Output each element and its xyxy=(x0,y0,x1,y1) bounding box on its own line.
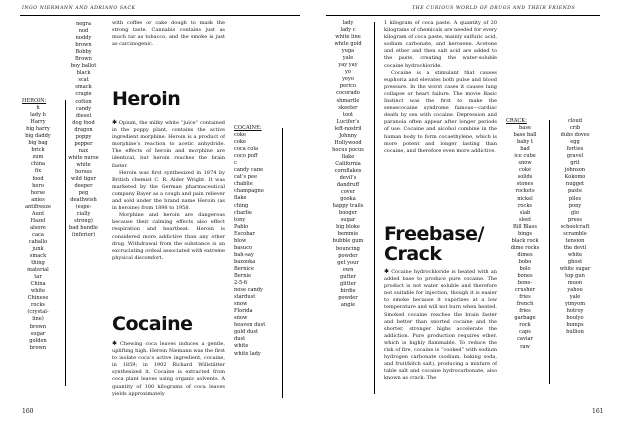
crack-slang-term: bings xyxy=(517,230,533,237)
heroin-slang-term: anies xyxy=(31,196,45,203)
heroin-slang-term: line) xyxy=(32,316,44,323)
heroin-slang-term: Harry xyxy=(30,119,46,126)
cocaine-slang-term: 2-5-6 xyxy=(234,280,248,287)
heroin-slang-column-2 xyxy=(67,21,100,239)
heroin-text: ✱ Opium, the milky white “juice” contained in the poppy plant, contains the active ingredient morphine. Heroin is a product of morphine’s reaction to acetic anhydride. The effects of heroin and morphine are identical, but heroin reaches the brain faster. Heroin was first synthesized in 1874 by British chemist C. R. Alder Wright. It was marketed by the German pharmaceutical company Bayer as a cough and pain reliever and sold under the brand name Heroin (as in heroine) from 1898 to 1958. Morphine and heroin are dangerous because their calming effects also effect respiration and heartbeat. Heroin is considered more addictive than any other drug. Withdrawal from the substance is an excruciating ordeal associated with extreme physical discomfort. xyxy=(112,119,225,261)
cocaine-slang-term: Lucifer’s xyxy=(336,118,360,125)
cocaine-slang-term: blow xyxy=(234,237,247,244)
heroin-slang-term: horses xyxy=(74,168,93,175)
heroin-slang-term: rocks xyxy=(30,302,46,309)
cocaine-slang-term: white lady xyxy=(234,350,261,357)
crack-slang-term: bullion xyxy=(566,329,584,336)
crack-slang-term: white xyxy=(567,251,583,258)
heroin-slang-term: big bag xyxy=(28,140,48,147)
cocaine-slang-term: sugar xyxy=(340,217,356,224)
heroin-slang-term: antifreeze xyxy=(24,203,52,210)
cocaine-slang-term: devil’s xyxy=(339,175,357,182)
cocaine-slang-term: nose candy xyxy=(234,287,263,294)
crack-slang-column-2 xyxy=(552,118,598,336)
heroin-slang-term: (crystal- xyxy=(27,309,49,316)
heroin-slang-term: alsore xyxy=(30,224,46,231)
cocaine-slang-term: gutter xyxy=(339,273,357,280)
crack-slang-term: bone- xyxy=(517,280,533,287)
crack-slang-term: bolo xyxy=(519,265,531,272)
heroin-slang-term: white xyxy=(30,288,46,295)
cocaine-slang-term: gold dust xyxy=(234,329,259,336)
heroin-slang-term: fix xyxy=(34,168,42,175)
heroin-slang-term: nod xyxy=(78,28,89,35)
cocaine-slang-term: basuco xyxy=(234,244,253,251)
heroin-slang-term: material xyxy=(27,267,49,274)
crack-slang-term: gravel xyxy=(566,153,584,160)
cocaine-slang-term: bah-say xyxy=(234,251,254,258)
cocaine-slang-term: snow xyxy=(234,301,248,308)
crack-slang-term: crusher xyxy=(515,287,535,294)
heroin-slang-term: candy xyxy=(75,105,92,112)
heroin-slang-term: china xyxy=(30,161,46,168)
freebase-crack-title: Freebase/ Crack xyxy=(384,223,484,265)
crack-slang-term: rocks xyxy=(517,202,533,209)
crack-slang-term: garbage xyxy=(514,315,536,322)
crack-slang-term: the devil xyxy=(563,244,587,251)
heroin-slang-term: dragon xyxy=(74,126,93,133)
cocaine-slang-divider xyxy=(282,128,283,398)
crack-slang-term: tension xyxy=(565,237,585,244)
cocaine-slang-term: toot xyxy=(342,111,354,118)
cocaine-slang-term: hocus pocus xyxy=(332,146,364,153)
heroin-slang-term: white nurse xyxy=(68,154,99,161)
heroin-slang-term: deathwish xyxy=(70,197,97,204)
heroin-slang-term: horse xyxy=(30,189,46,196)
heroin-slang-term: brown xyxy=(75,42,92,49)
crack-slang-term: scramble xyxy=(563,230,587,237)
cocaine-slang-term: birdie xyxy=(340,287,356,294)
cocaine-slang-term: yo xyxy=(345,69,351,76)
heroin-slang-term: tar xyxy=(34,274,42,281)
heroin-slang-term: Chinese xyxy=(27,295,49,302)
crack-slang-term: schoolcraft xyxy=(560,223,590,230)
cocaine-slang-term: left-nostril xyxy=(334,125,362,132)
heroin-slang-term: boy ballot xyxy=(70,63,97,70)
cocaine-slang-term: chablie xyxy=(234,181,253,188)
crack-slang-term: glo xyxy=(571,209,579,216)
heroin-slang-term: scat xyxy=(78,77,89,84)
cocaine-slang-term: skeeter xyxy=(338,104,358,111)
cocaine-slang-term: flake xyxy=(234,195,247,202)
heroin-slang-term: negra xyxy=(75,21,92,27)
cocaine-slang-term: lady xyxy=(342,20,354,26)
heroin-slang-term: brown xyxy=(29,323,47,330)
crack-slang-term: yale xyxy=(569,294,581,301)
heroin-slang-term: brick xyxy=(31,147,45,154)
crack-slang-term: slab xyxy=(519,209,531,216)
crack-slang-term: bobo xyxy=(518,258,532,265)
crack-slang-term: johnson xyxy=(564,167,586,174)
heroin-slang-term: bad bundle xyxy=(69,225,98,232)
cocaine-slang-term: bazooka xyxy=(234,258,256,265)
cocaine-slang-term: yuga xyxy=(341,48,355,55)
cocaine-slang-term: shmartle xyxy=(336,97,360,104)
heroin-slang-term: nax xyxy=(78,147,89,154)
heroin-slang-term: lady h xyxy=(30,112,46,119)
cocaine-slang-term: angie xyxy=(340,301,356,308)
crack-slang-term: sleet xyxy=(518,216,532,223)
crack-slang-term: bones xyxy=(517,273,533,280)
crack-slang-term: dime rocks xyxy=(510,244,540,251)
crack-slang-term: forties xyxy=(566,146,584,153)
cocaine-slang-term: powder xyxy=(338,294,358,301)
crack-slang-term: top gun xyxy=(565,273,585,280)
heroin-slang-term: deeper xyxy=(74,183,93,190)
crack-slang-term: egg xyxy=(570,139,580,146)
right-running-header: THE CURIOUS WORLD OF DRUGS AND THEIR FRIENDS xyxy=(412,6,576,11)
cocaine-slang-term: cocorado xyxy=(336,90,360,97)
heroin-slang-term: China xyxy=(30,281,46,288)
cocaine-slang-term: glitter xyxy=(339,280,357,287)
cocaine-continued-text: 1 kilogram of coca paste. A quantity of 20 kilograms of chemicals are needed for every kilogram of coca paste, mainly sulfuric acid, sodium carbonate, and kerosene. Acetone and ether and then salt acid are added to the paste, creating the water-soluble cocaine hydrochloride. Cocaine is a stimulant that causes euphoria and elevates both pulse and blood pressure. In the worst cases it causes lung collapse or heart failure. The movie Basic Instinct was the first to make the sensecocaine syndrome famous—cardiac death by sex with cocaine. Depression and paranoia often appear after longer periods of use. Cocaine and alcohol combine in the human body to form cocaethylene, which is more potent and longer lasting than cocaine, and therefore even more addictive. xyxy=(384,20,497,154)
crack-slang-term: nugget xyxy=(565,181,585,188)
crack-slang-term: baby t xyxy=(516,139,534,146)
cocaine-slang-term: get your xyxy=(337,259,359,266)
heroin-slang-term: brown xyxy=(29,344,47,351)
cocaine-slang-term: dust xyxy=(234,336,246,343)
heroin-slang-term: zum xyxy=(32,154,44,161)
heroin-slang-term: Hazel xyxy=(30,217,46,224)
cocaine-slang-term: yay yay xyxy=(338,62,358,69)
heroin-slang-term: peg xyxy=(78,190,89,197)
crack-slang-term: hotroy xyxy=(566,308,584,315)
crack-slang-term: piles xyxy=(568,195,582,202)
crack-slang-term: bumps xyxy=(566,322,584,329)
heroin-title: Heroin xyxy=(112,88,181,110)
crack-slang-term: fries xyxy=(519,308,531,315)
heroin-slang-term: smack xyxy=(29,253,47,260)
crack-slang-term: french xyxy=(516,301,534,308)
crack-slang-term: paste xyxy=(568,188,582,195)
cocaine-slang-term: powder xyxy=(338,252,358,259)
heroin-slang-term: caca xyxy=(32,231,44,238)
crack-slang-term: dubs doves xyxy=(560,132,590,139)
heroin-slang-term: sugar xyxy=(30,330,46,337)
heroin-slang-term: Brown xyxy=(75,56,92,63)
crack-slang-term: yimyom xyxy=(564,301,586,308)
left-page-number: 160 xyxy=(22,408,34,415)
heroin-slang-term: noddy xyxy=(75,35,92,42)
cocaine-slang-continued-divider xyxy=(374,22,375,394)
cocaine-slang-term: Hollywood xyxy=(334,139,362,146)
cocaine-slang-term: happy trails xyxy=(332,203,364,210)
cocaine-slang-term: white line xyxy=(335,34,361,41)
cocaine-slang-term: stardust xyxy=(234,294,256,301)
star-icon: ✱ xyxy=(112,340,118,347)
star-icon: ✱ xyxy=(384,268,390,275)
cocaine-slang-term: Florida xyxy=(234,308,253,315)
heroin-slang-term: junk xyxy=(32,245,44,252)
cocaine-text: ✱ Chewing coca leaves induces a gentle, uplifting high. Herein Niemann was the first to isolate coca’s active ingredient, cocaine, in 1859; in 1902 Richard Willstätter synthesized it. Cocaine is extracted from coca plant leaves using organic solvents. A quantity of 100 kilograms of coca leaves yields approximately xyxy=(112,340,225,397)
heroin-slang-column-1 xyxy=(22,98,54,352)
cocaine-slang-term: flake xyxy=(341,153,355,160)
crack-slang-divider xyxy=(549,120,550,384)
cocaine-slang-heading: COCAINE: xyxy=(234,125,262,131)
crack-slang-term: fries xyxy=(519,294,531,301)
cocaine-slang-term: tony xyxy=(234,216,246,223)
heroin-slang-term: cially xyxy=(76,211,91,218)
crack-slang-term: ice cube xyxy=(514,153,536,160)
cocaine-slang-term: perico xyxy=(339,83,357,90)
cocaine-slang-term: yeyo xyxy=(342,76,354,83)
crack-slang-term: black rock xyxy=(511,237,539,244)
cocaine-slang-term: yale xyxy=(342,55,354,62)
heroin-slang-term: dog food xyxy=(72,119,95,126)
crack-slang-term: ghost xyxy=(567,258,583,265)
crack-slang-term: bad xyxy=(520,146,530,153)
cocaine-slang-term: champagne xyxy=(234,188,264,195)
heroin-slang-term: Bobby xyxy=(75,49,92,56)
heroin-slang-term: thing xyxy=(31,260,45,267)
heroin-slang-term: pepper xyxy=(74,140,93,147)
heroin-slang-term: smack xyxy=(75,84,92,91)
cocaine-slang-column xyxy=(234,125,278,358)
crack-slang-heading: CRACK: xyxy=(506,118,527,124)
left-header-rule xyxy=(20,15,300,16)
cocaine-slang-term: heaven dust xyxy=(234,322,266,329)
heroin-slang-term: diesel xyxy=(75,112,92,119)
cocaine-slang-term: coco puff xyxy=(234,153,258,160)
cocaine-slang-term: charlie xyxy=(234,209,252,216)
crack-slang-term: Bill Blass xyxy=(513,223,537,230)
crack-slang-column-1 xyxy=(506,118,544,351)
crack-slang-term: boulyo xyxy=(566,315,584,322)
heroin-slang-term: strong) xyxy=(74,218,93,225)
cocaine-slang-term: candy cane xyxy=(234,167,264,174)
crack-slang-term: white sugar xyxy=(559,265,591,272)
heroin-slang-term: big harry xyxy=(26,126,50,133)
cocaine-slang-term: coca cola xyxy=(234,146,259,153)
heroin-slang-term: black xyxy=(76,70,91,77)
cocaine-slang-term: gooka xyxy=(340,196,356,203)
heroin-slang-term: Aunt xyxy=(31,210,45,217)
crack-slang-term: crib xyxy=(569,125,581,132)
cocaine-slang-term: c xyxy=(234,160,237,167)
heroin-slang-term: food xyxy=(32,175,44,182)
cocaine-slang-term: California xyxy=(335,160,361,167)
cocaine-slang-term: Bernice xyxy=(234,265,254,272)
cocaine-slang-term: bouncing xyxy=(336,245,360,252)
cocaine-slang-term: own xyxy=(342,266,354,273)
crack-slang-term: caviar xyxy=(517,336,533,343)
crack-slang-term: nickel xyxy=(517,195,533,202)
crack-slang-term: snow xyxy=(518,160,532,167)
crack-slang-term: rock xyxy=(519,322,531,329)
heroin-slang-term: (espe- xyxy=(75,204,92,211)
cocaine-slang-term: cover xyxy=(340,189,356,196)
cocaine-slang-term: dandruff xyxy=(336,182,360,189)
heroin-slang-term: cragie xyxy=(75,91,92,98)
freebase-text: ✱ Cocaine hydrochloride is heated with an added base to produce pure cocaine. The product is not water soluble and therefore not suitable for injection, though it is easier to smoke because it vaporizes at a low temperature and will not burn when heated. Smoked cocaine reaches the brain faster and better than snorted cocaine and the shorter, stronger highs accelerate the addiction. Pure production requires ether, which is highly flammable. To reduce the risk of fire, cocaine is “cooked” with sodium hydrogen carbonate (sodium, baking soda, and fruit/kitch salt), producing a mixture of table salt and cocaine hydrocarbonate, also known as crack. The xyxy=(384,268,498,382)
heroin-slang-term: caballo xyxy=(28,238,48,245)
cocaine-slang-term: bemmie xyxy=(337,231,359,238)
left-running-header: INGO NIERMANN AND ADRIANO SACK xyxy=(22,6,136,11)
cocaine-slang-term: Escobar xyxy=(234,230,255,237)
cocaine-slang-term: white gold xyxy=(334,41,362,48)
crack-slang-term: moon xyxy=(567,280,583,287)
crack-slang-term: cloud xyxy=(567,118,583,124)
cocaine-slang-term: lady c xyxy=(340,27,356,34)
crack-slang-term: coke xyxy=(518,167,532,174)
cocaine-slang-term: ching xyxy=(234,202,249,209)
crack-slang-term: grit xyxy=(570,160,580,167)
crack-slang-term: dimes xyxy=(517,251,533,258)
heroin-slang-term: golden xyxy=(29,337,47,344)
heroin-slang-divider xyxy=(65,100,66,386)
heroin-slang-term: cotton xyxy=(75,98,92,105)
cocaine-slang-term: coke xyxy=(234,139,247,146)
heroin-slang-term: hero xyxy=(32,182,44,189)
crack-slang-term: yahoo xyxy=(567,287,583,294)
crack-slang-term: Kokomo xyxy=(564,174,586,181)
heroin-slang-term: wild tiger xyxy=(71,176,96,183)
cocaine-slang-term: big bloke xyxy=(336,224,360,231)
heroin-slang-term: h xyxy=(36,105,40,112)
heroin-slang-term: poppy xyxy=(75,133,92,140)
star-icon: ✱ xyxy=(112,119,118,126)
crack-slang-term: solids xyxy=(517,174,533,181)
intro-paragraph: with coffee or cake dough to mask the strong taste. Cannabis contains just as much tar as tobacco, and the smoke is just as carcinogenic. xyxy=(112,20,225,48)
cocaine-slang-term: white xyxy=(234,343,249,350)
heroin-slang-term: big daddy xyxy=(25,133,51,140)
crack-slang-term: caps xyxy=(519,329,531,336)
cocaine-slang-term: cat’s pee xyxy=(234,174,258,181)
cocaine-slang-term: Bernie xyxy=(234,272,252,279)
crack-slang-term: base ball xyxy=(513,132,537,139)
cocaine-slang-term: Pablo xyxy=(234,223,249,230)
right-header-rule xyxy=(326,15,600,16)
cocaine-slang-term: cornflakes xyxy=(334,167,362,174)
crack-slang-term: press xyxy=(568,216,582,223)
cocaine-slang-term: bubble gum xyxy=(332,238,364,245)
crack-slang-term: stones xyxy=(516,181,534,188)
cocaine-slang-term: Johnny xyxy=(339,132,357,139)
cocaine-slang-term: snow xyxy=(234,315,248,322)
heroin-slang-term: (inferior) xyxy=(71,232,96,239)
cocaine-slang-continued-column xyxy=(326,20,370,309)
cocaine-slang-term: booger xyxy=(338,210,358,217)
heroin-slang-heading: HEROIN: xyxy=(22,98,47,104)
heroin-slang-term: white xyxy=(76,161,91,168)
cocaine-title: Cocaine xyxy=(112,313,193,335)
crack-slang-term: raw xyxy=(520,343,530,350)
cocaine-slang-term: coke xyxy=(234,132,247,139)
right-page-number: 161 xyxy=(592,408,604,415)
crack-slang-term: base xyxy=(519,125,531,132)
crack-slang-term: pony xyxy=(568,202,582,209)
crack-slang-term: rockets xyxy=(515,188,535,195)
